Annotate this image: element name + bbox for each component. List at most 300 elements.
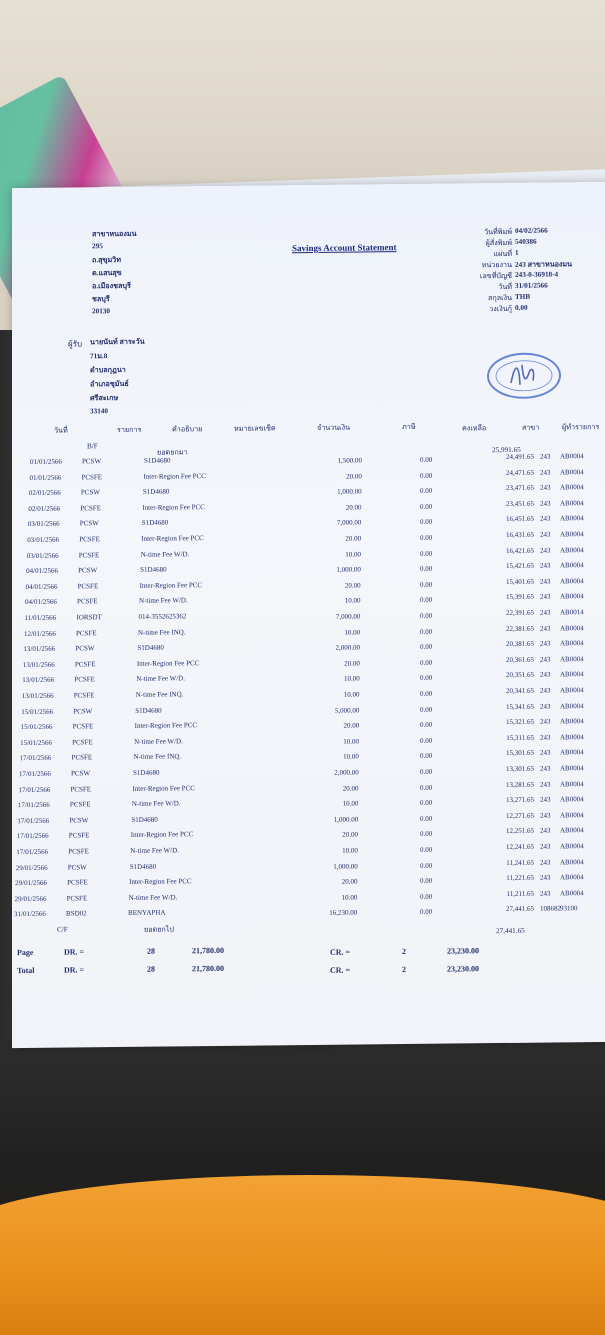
branch-line: สาขาหนองมน bbox=[92, 229, 137, 239]
row-amount: 1,000.00 bbox=[337, 487, 362, 496]
row-tax: 0.00 bbox=[420, 783, 433, 792]
row-user: AB0004 bbox=[560, 686, 584, 695]
row-desc: S1D4680 bbox=[140, 565, 167, 574]
row-desc: S1D4680 bbox=[131, 815, 158, 824]
row-user: AB0004 bbox=[560, 576, 584, 586]
row-desc: Inter-Region Fee PCC bbox=[143, 471, 206, 481]
row-code: PCSFE bbox=[67, 878, 88, 887]
row-user: AB0004 bbox=[560, 467, 584, 476]
row-tax: 0.00 bbox=[420, 455, 433, 464]
row-user: AB0004 bbox=[560, 717, 584, 726]
row-code: IORSDT bbox=[76, 613, 102, 622]
row-date: 02/01/2566 bbox=[28, 488, 61, 498]
row-desc: N-time Fee W/D. bbox=[131, 799, 181, 809]
row-balance: 16,451.65 bbox=[506, 515, 534, 524]
row-code: PCSFE bbox=[69, 800, 91, 809]
row-user: AB0004 bbox=[560, 654, 584, 664]
meta-label: วงเงินกู้ bbox=[489, 304, 512, 314]
row-user: AB0004 bbox=[560, 639, 584, 648]
row-amount: 7,000.00 bbox=[335, 612, 361, 621]
signature-icon bbox=[489, 354, 559, 397]
row-amount: 10.00 bbox=[342, 846, 358, 855]
recipient-line: นายนันท์ สาระวัน bbox=[90, 337, 145, 347]
recipient-line: 33140 bbox=[90, 407, 108, 416]
recipient-label: ผู้รับ bbox=[68, 339, 83, 349]
row-code: PCSW bbox=[73, 706, 93, 716]
row-code: PCSFE bbox=[74, 660, 96, 669]
row-desc: N-time Fee W/D. bbox=[136, 674, 185, 684]
row-code: PCSW bbox=[82, 457, 102, 466]
row-branch: 243 bbox=[540, 842, 551, 851]
row-date: 15/01/2566 bbox=[20, 738, 52, 747]
row-branch: 243 bbox=[540, 733, 551, 742]
row-date: 31/01/2566 bbox=[14, 910, 46, 919]
row-user: 93100 bbox=[560, 904, 578, 913]
row-tax: 0.00 bbox=[420, 502, 433, 511]
row-user: AB0004 bbox=[560, 795, 584, 804]
row-date: 17/01/2566 bbox=[18, 785, 51, 794]
meta-value: 243-0-36918-4 bbox=[515, 270, 559, 279]
row-amount: 20.00 bbox=[341, 877, 358, 886]
row-date: 13/01/2566 bbox=[22, 660, 55, 669]
row-tax: 0.00 bbox=[420, 611, 433, 620]
row-tax: 0.00 bbox=[420, 736, 433, 745]
orange-cloth bbox=[0, 1175, 605, 1335]
row-desc: S1D4680 bbox=[133, 768, 160, 777]
meta-value: 0.00 bbox=[515, 303, 528, 312]
bf-balance: 25,991.65 bbox=[492, 445, 521, 455]
row-user: AB0004 bbox=[560, 873, 584, 882]
row-code: PCSFE bbox=[72, 738, 93, 747]
dr-count: 28 bbox=[147, 946, 155, 956]
row-balance: 15,321.65 bbox=[506, 717, 534, 727]
row-user: AB0004 bbox=[560, 561, 584, 570]
row-amount: 1,000.00 bbox=[333, 815, 359, 824]
row-branch: 243 bbox=[540, 889, 551, 898]
row-branch: 243 bbox=[540, 826, 551, 836]
row-amount: 1,500.00 bbox=[337, 456, 362, 465]
row-user: AB0004 bbox=[560, 483, 584, 492]
row-amount: 20.00 bbox=[346, 472, 362, 481]
row-user: AB0014 bbox=[560, 608, 584, 617]
row-desc: S1D4680 bbox=[129, 862, 157, 871]
row-code: PCSFE bbox=[77, 597, 98, 606]
row-tax: 0.00 bbox=[420, 471, 433, 480]
cf-code: C/F bbox=[57, 925, 68, 934]
recipient-line: อำเภอชุมันธ์ bbox=[90, 379, 129, 389]
row-amount: 2,000.00 bbox=[334, 768, 359, 777]
row-branch: 243 bbox=[540, 639, 551, 648]
row-user: AB0004 bbox=[560, 764, 584, 773]
row-user: AB0004 bbox=[560, 748, 584, 757]
bank-stamp bbox=[487, 352, 561, 399]
row-branch: 243 bbox=[540, 577, 551, 586]
meta-value: 1 bbox=[515, 248, 519, 257]
row-date: 13/01/2566 bbox=[21, 691, 54, 701]
row-amount: 10.00 bbox=[344, 596, 361, 606]
row-date: 01/01/2566 bbox=[29, 473, 62, 482]
cr-label: CR. = bbox=[330, 965, 351, 975]
row-date: 02/01/2566 bbox=[28, 504, 61, 513]
row-date: 17/01/2566 bbox=[16, 832, 49, 841]
row-code: PCSFE bbox=[68, 847, 89, 856]
row-date: 29/01/2566 bbox=[15, 863, 48, 872]
row-balance: 16,431.65 bbox=[506, 530, 534, 539]
row-code: PCSFE bbox=[70, 784, 92, 794]
row-code: PCSFE bbox=[75, 628, 97, 638]
row-balance: 20,361.65 bbox=[506, 655, 534, 664]
row-balance: 15,311.65 bbox=[506, 733, 534, 742]
row-branch: 243 bbox=[540, 530, 551, 539]
row-tax: 0.00 bbox=[420, 486, 433, 496]
row-date: 15/01/2566 bbox=[20, 722, 53, 732]
row-date: 04/01/2566 bbox=[25, 582, 58, 591]
row-desc: N-time Fee W/D. bbox=[134, 737, 183, 746]
row-code: PCSFE bbox=[79, 535, 100, 544]
row-tax: 0.00 bbox=[420, 798, 433, 808]
row-amount: 20.00 bbox=[343, 721, 360, 730]
row-amount: 20.00 bbox=[345, 503, 362, 512]
row-code: PCSW bbox=[80, 488, 100, 497]
meta-value: THB bbox=[515, 292, 531, 301]
row-amount: 10.00 bbox=[341, 893, 358, 902]
bf-desc: ยอดยกมา bbox=[157, 448, 188, 457]
cr-amount: 23,230.00 bbox=[447, 964, 479, 974]
row-branch: 243 bbox=[540, 873, 551, 882]
row-code: PCSW bbox=[71, 769, 91, 778]
row-branch: 243 bbox=[540, 624, 551, 633]
row-branch: 243 bbox=[540, 452, 551, 461]
row-user: AB0004 bbox=[560, 779, 584, 788]
row-balance: 23,471.65 bbox=[506, 483, 534, 493]
row-balance: 22,381.65 bbox=[506, 624, 534, 633]
row-branch: 243 bbox=[540, 764, 551, 773]
row-date: 03/01/2566 bbox=[27, 535, 60, 544]
row-branch: 243 bbox=[540, 811, 551, 820]
row-date: 17/01/2566 bbox=[19, 769, 51, 779]
row-tax: 0.00 bbox=[420, 596, 433, 605]
row-user: AB0004 bbox=[560, 452, 584, 461]
column-header: คงเหลือ bbox=[462, 424, 487, 433]
row-desc: N-time Fee W/D. bbox=[139, 596, 188, 606]
row-balance: 27,441.65 bbox=[506, 905, 534, 914]
row-amount: 10.00 bbox=[344, 628, 361, 637]
row-amount: 10.00 bbox=[345, 550, 361, 559]
row-amount: 20.00 bbox=[345, 534, 362, 543]
row-desc: N-time Fee W/D. bbox=[128, 893, 178, 902]
row-code: PCSFE bbox=[80, 504, 101, 513]
row-date: 03/01/2566 bbox=[27, 520, 60, 529]
row-branch: 243 bbox=[540, 686, 551, 695]
row-tax: 0.00 bbox=[420, 814, 433, 823]
row-tax: 0.00 bbox=[420, 830, 433, 839]
branch-line: อ.เมืองชลบุรี bbox=[92, 281, 131, 291]
row-desc: 014-3552625362 bbox=[138, 612, 187, 621]
row-balance: 13,281.65 bbox=[506, 780, 534, 789]
row-tax: 0.00 bbox=[420, 752, 433, 761]
row-tax: 0.00 bbox=[420, 533, 433, 542]
row-desc: N-time Fee INQ. bbox=[137, 627, 186, 637]
row-balance: 20,381.65 bbox=[506, 639, 534, 649]
statement-sheet bbox=[12, 182, 605, 1048]
row-code: PCSFE bbox=[73, 691, 95, 700]
meta-value: 31/01/2566 bbox=[515, 281, 548, 290]
row-desc: S1D4680 bbox=[141, 518, 169, 528]
row-code: BSD02 bbox=[66, 909, 87, 918]
row-amount: 10.00 bbox=[343, 752, 359, 762]
row-desc: Inter-Region Fee PCC bbox=[130, 830, 194, 840]
row-desc: Inter-Region Fee PCC bbox=[139, 580, 203, 590]
dr-label: DR. = bbox=[64, 965, 85, 975]
row-tax: 0.00 bbox=[420, 892, 433, 901]
row-branch: 243 bbox=[540, 717, 551, 726]
row-amount: 5,000.00 bbox=[334, 706, 360, 715]
row-date: 17/01/2566 bbox=[17, 800, 50, 810]
row-date: 04/01/2566 bbox=[26, 566, 59, 576]
row-balance: 13,301.65 bbox=[506, 764, 534, 773]
cf-balance: 27,441.65 bbox=[496, 926, 525, 936]
bf-code: B/F bbox=[87, 442, 98, 451]
row-balance: 24,491.65 bbox=[506, 452, 534, 461]
row-tax: 0.00 bbox=[420, 564, 433, 574]
recipient-line: ศรีสะเกษ bbox=[90, 394, 119, 403]
meta-label: วันที่ bbox=[498, 282, 512, 292]
row-branch: 243 bbox=[540, 592, 551, 602]
row-user: AB0004 bbox=[560, 842, 584, 851]
total-label: Total bbox=[17, 965, 35, 976]
recipient-line: ตำบลกุฎนา bbox=[90, 365, 126, 375]
column-header: วันที่ bbox=[54, 426, 68, 435]
row-code: PCSFE bbox=[72, 722, 94, 731]
dr-amount: 21,780.00 bbox=[192, 945, 224, 956]
row-user: AB0004 bbox=[560, 592, 584, 601]
row-amount: 20.00 bbox=[342, 830, 359, 840]
row-desc: BENYAPHA bbox=[128, 908, 166, 918]
row-tax: 0.00 bbox=[420, 767, 433, 776]
row-branch: 243 bbox=[540, 561, 551, 570]
row-code: PCSFE bbox=[78, 550, 100, 560]
row-balance: 16,421.65 bbox=[506, 546, 534, 555]
row-amount: 10.00 bbox=[343, 690, 360, 699]
column-header: ผู้ทำรายการ bbox=[562, 422, 600, 432]
branch-line: ถ.สุขุมวิท bbox=[92, 256, 121, 265]
row-tax: 0.00 bbox=[420, 845, 433, 854]
row-desc: Inter-Region Fee PCC bbox=[136, 658, 200, 668]
cf-desc: ยอดยกไป bbox=[144, 925, 174, 934]
row-date: 17/01/2566 bbox=[17, 816, 50, 825]
meta-value: 04/02/2566 bbox=[515, 226, 548, 235]
row-tax: 0.00 bbox=[420, 518, 433, 527]
cr-count: 2 bbox=[402, 947, 406, 957]
row-branch: 243 bbox=[540, 483, 551, 492]
row-user: AB0004 bbox=[560, 545, 584, 554]
row-desc: Inter-Region Fee PCC bbox=[141, 534, 204, 543]
row-tax: 0.00 bbox=[420, 674, 433, 683]
row-date: 04/01/2566 bbox=[25, 598, 57, 607]
row-user: AB0004 bbox=[560, 530, 584, 539]
column-header: รายการ bbox=[117, 425, 142, 435]
row-desc: Inter-Region Fee PCC bbox=[134, 721, 198, 731]
row-branch: 243 bbox=[540, 546, 551, 555]
row-user: AB0004 bbox=[560, 732, 584, 742]
row-user: AB0004 bbox=[560, 498, 584, 508]
row-tax: 0.00 bbox=[420, 689, 433, 698]
row-date: 12/01/2566 bbox=[23, 629, 56, 638]
row-date: 01/01/2566 bbox=[30, 457, 62, 466]
row-desc: S1D4680 bbox=[135, 706, 162, 715]
meta-label: แผ่นที่ bbox=[493, 249, 512, 259]
row-balance: 15,341.65 bbox=[506, 702, 534, 711]
row-desc: N-time Fee W/D. bbox=[140, 549, 190, 559]
row-date: 17/01/2566 bbox=[16, 847, 49, 857]
total-label: Page bbox=[17, 947, 34, 958]
row-desc: Inter-Region Fee PCC bbox=[132, 783, 195, 793]
row-balance: 22,391.65 bbox=[506, 608, 534, 617]
row-code: PCSFE bbox=[71, 753, 93, 762]
meta-label: เลขที่บัญชี bbox=[479, 271, 512, 281]
cr-count: 2 bbox=[402, 965, 406, 975]
dr-label: DR. = bbox=[64, 947, 85, 957]
row-code: PCSW bbox=[79, 519, 99, 528]
row-desc: N-time Fee INQ. bbox=[135, 690, 184, 699]
column-header: หมายเลขเช็ค bbox=[234, 424, 276, 433]
row-branch: 243 bbox=[540, 608, 551, 617]
row-branch: 243 bbox=[540, 702, 551, 711]
row-balance: 11,211.65 bbox=[506, 889, 534, 898]
row-amount: 20.00 bbox=[344, 581, 361, 590]
row-desc: Inter-Region Fee PCC bbox=[129, 877, 192, 887]
row-balance: 20,341.65 bbox=[506, 686, 534, 695]
row-branch: 243 bbox=[540, 468, 551, 477]
row-date: 03/01/2566 bbox=[26, 551, 59, 560]
row-balance: 15,421.65 bbox=[506, 561, 534, 571]
row-code: PCSW bbox=[67, 862, 87, 872]
row-amount: 16,230.00 bbox=[329, 908, 358, 918]
row-branch: 243 bbox=[540, 795, 551, 804]
row-date: 13/01/2566 bbox=[23, 644, 56, 654]
row-balance: 15,401.65 bbox=[506, 577, 534, 586]
row-balance: 11,241.65 bbox=[506, 858, 534, 867]
dr-amount: 21,780.00 bbox=[192, 963, 224, 974]
row-desc: S1D4680 bbox=[137, 643, 164, 653]
meta-value: 243 สาขาหนองมน bbox=[515, 260, 573, 269]
row-balance: 11,221.65 bbox=[506, 873, 534, 883]
row-code: PCSFE bbox=[77, 582, 99, 591]
row-desc: Inter-Region Fee PCC bbox=[142, 502, 205, 512]
branch-line: ชลบุรี bbox=[92, 295, 110, 304]
row-branch: 243 bbox=[540, 780, 551, 789]
row-branch: 243 bbox=[540, 514, 551, 524]
row-user: AB0004 bbox=[560, 826, 584, 835]
meta-label: ผู้สั่งพิมพ์ bbox=[485, 238, 512, 248]
row-amount: 20.00 bbox=[342, 784, 359, 793]
dr-count: 28 bbox=[147, 964, 155, 974]
row-tax: 0.00 bbox=[420, 720, 433, 730]
row-amount: 20.00 bbox=[344, 659, 360, 668]
row-date: 29/01/2566 bbox=[14, 894, 47, 903]
row-user: AB0004 bbox=[560, 670, 584, 679]
meta-label: วันที่พิมพ์ bbox=[484, 227, 512, 237]
row-tax: 0.00 bbox=[420, 580, 433, 589]
row-balance: 12,241.65 bbox=[506, 842, 534, 851]
row-user: AB0004 bbox=[560, 810, 584, 820]
row-branch: 243 bbox=[540, 670, 551, 680]
row-branch: 243 bbox=[540, 748, 551, 758]
row-branch: 243 bbox=[540, 655, 551, 664]
row-tax: 0.00 bbox=[420, 876, 433, 886]
row-desc: S1D4680 bbox=[144, 456, 171, 465]
row-user: AB0004 bbox=[560, 623, 584, 632]
column-header: สาขา bbox=[522, 423, 540, 432]
branch-line: ต.แสนสุข bbox=[92, 268, 122, 278]
row-balance: 23,451.65 bbox=[506, 499, 534, 508]
row-balance: 12,271.65 bbox=[506, 811, 534, 820]
row-balance: 13,271.65 bbox=[506, 795, 534, 805]
row-balance: 20,351.65 bbox=[506, 671, 534, 680]
row-amount: 1,000.00 bbox=[336, 565, 361, 574]
cr-amount: 23,230.00 bbox=[447, 946, 479, 956]
row-code: PCSW bbox=[69, 816, 89, 825]
row-code: PCSFE bbox=[68, 831, 90, 840]
row-amount: 1,000.00 bbox=[333, 862, 358, 871]
row-date: 29/01/2566 bbox=[15, 878, 48, 888]
column-header: คำอธิบาย bbox=[172, 425, 203, 434]
row-date: 17/01/2566 bbox=[19, 754, 52, 763]
row-tax: 0.00 bbox=[420, 627, 433, 636]
row-tax: 0.00 bbox=[420, 549, 433, 558]
row-code: PCSFE bbox=[66, 894, 88, 903]
row-amount: 10.00 bbox=[342, 799, 359, 808]
row-amount: 7,000.00 bbox=[336, 518, 362, 528]
row-tax: 0.00 bbox=[420, 642, 433, 652]
row-tax: 0.00 bbox=[420, 658, 433, 667]
recipient-line: 71ม.8 bbox=[90, 352, 108, 361]
row-date: 13/01/2566 bbox=[22, 676, 55, 685]
row-user: AB0004 bbox=[560, 701, 584, 710]
row-branch: 108682 bbox=[540, 904, 561, 914]
row-date: 11/01/2566 bbox=[24, 613, 57, 623]
row-branch: 243 bbox=[540, 858, 551, 867]
column-header: ภาษี bbox=[402, 422, 416, 432]
row-amount: 10.00 bbox=[343, 737, 360, 746]
row-code: PCSFE bbox=[74, 675, 95, 684]
branch-line: 20130 bbox=[92, 307, 110, 316]
row-amount: 2,000.00 bbox=[335, 643, 361, 652]
row-tax: 0.00 bbox=[420, 908, 433, 917]
row-code: PCSW bbox=[75, 644, 95, 653]
meta-label: หน่วยงาน bbox=[481, 260, 512, 270]
column-header: จำนวนเงิน bbox=[317, 423, 350, 432]
row-balance: 15,391.65 bbox=[506, 593, 534, 602]
row-desc: N-time Fee W/D. bbox=[130, 846, 179, 855]
row-balance: 12,251.65 bbox=[506, 827, 534, 836]
row-desc: N-time Fee INQ. bbox=[133, 752, 182, 762]
row-balance: 24,471.65 bbox=[506, 468, 534, 477]
branch-line: 295 bbox=[92, 242, 103, 251]
row-date: 15/01/2566 bbox=[21, 707, 54, 716]
row-user: AB0004 bbox=[560, 857, 584, 866]
row-user: AB0004 bbox=[560, 888, 584, 898]
row-code: PCSW bbox=[78, 566, 98, 575]
row-amount: 10.00 bbox=[343, 674, 360, 684]
row-user: AB0004 bbox=[560, 514, 584, 523]
row-balance: 15,301.65 bbox=[506, 749, 534, 758]
meta-value: 540386 bbox=[515, 237, 537, 246]
row-code: PCSFE bbox=[81, 472, 103, 482]
row-desc: S1D4680 bbox=[142, 487, 170, 496]
row-tax: 0.00 bbox=[420, 861, 433, 870]
row-branch: 243 bbox=[540, 499, 551, 508]
